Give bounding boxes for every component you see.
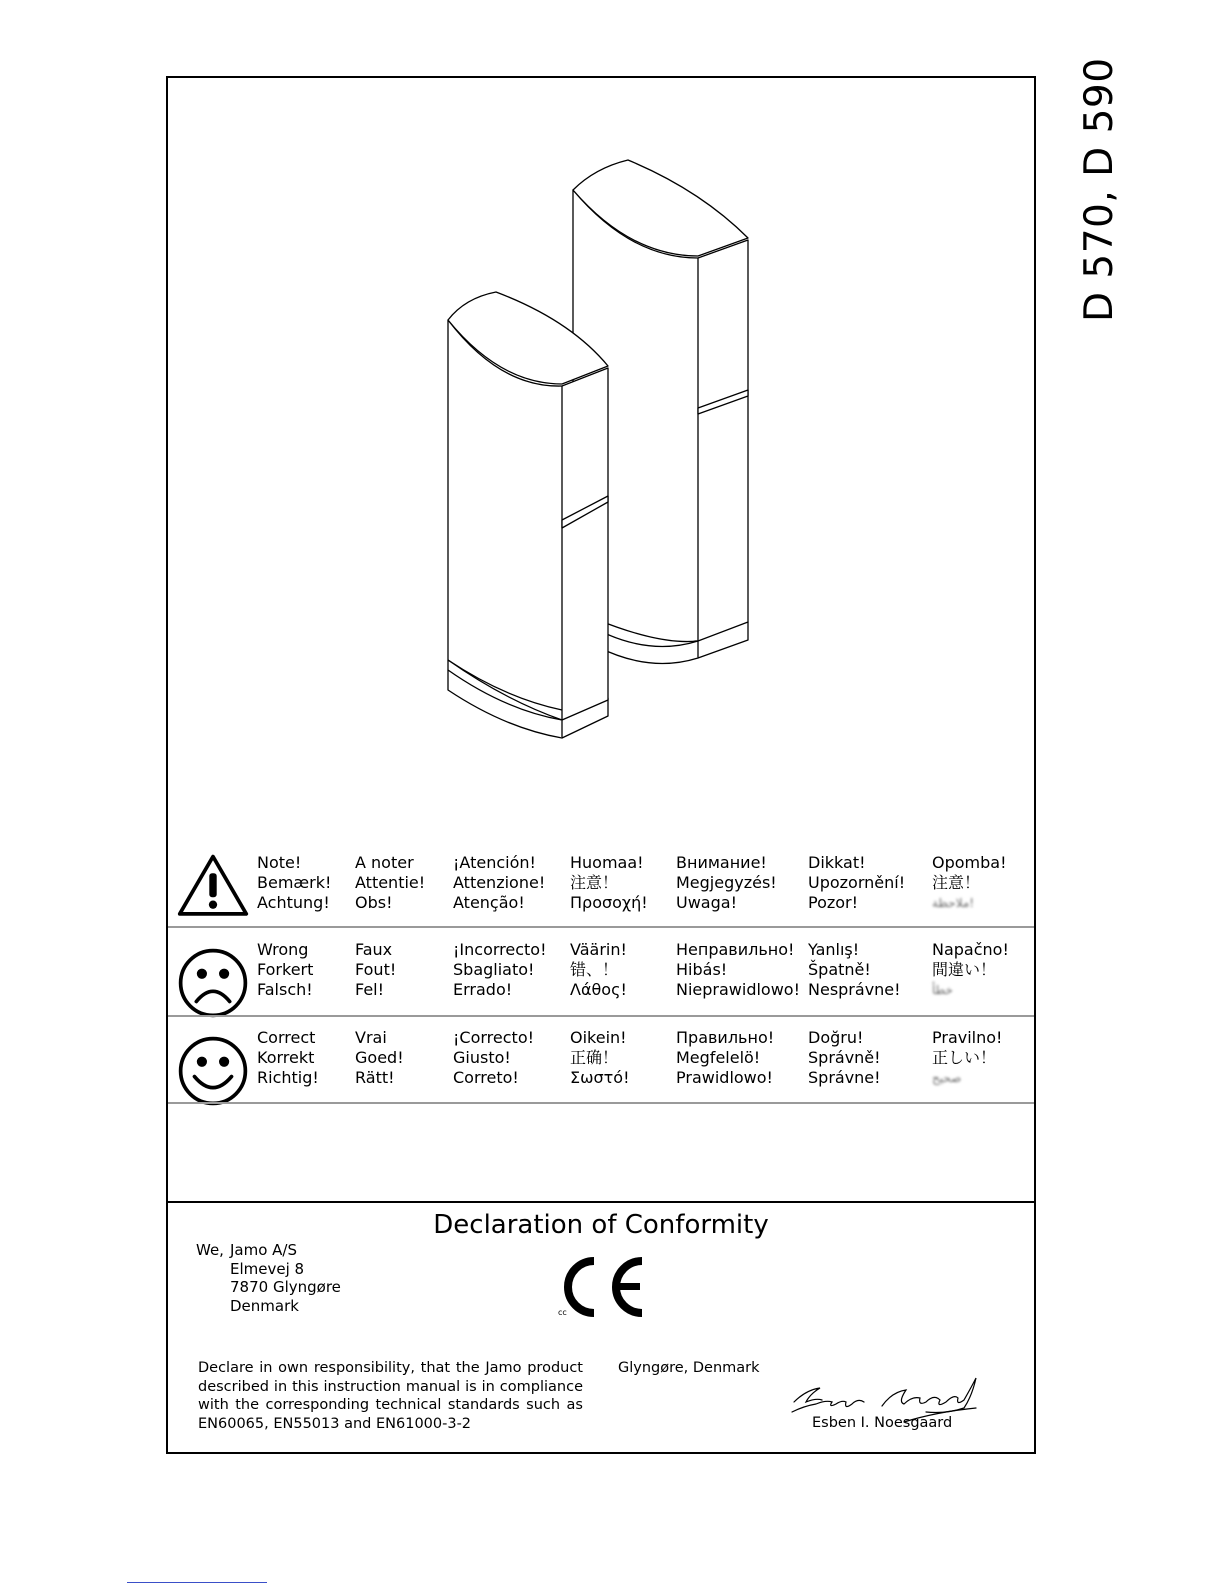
notice-text: 注意！ bbox=[932, 873, 981, 892]
notice-text: Richtig! bbox=[257, 1068, 319, 1087]
notice-text: ملاحظة! bbox=[932, 896, 975, 910]
notice-text: Megfelelö! bbox=[676, 1048, 761, 1067]
notice-text: Giusto! bbox=[453, 1048, 511, 1067]
language-column bbox=[453, 853, 545, 913]
language-column bbox=[808, 1028, 881, 1088]
address-line: Jamo A/S bbox=[230, 1241, 298, 1259]
language-column bbox=[808, 940, 901, 1000]
notice-text: Pozor! bbox=[808, 893, 859, 912]
row-separator bbox=[168, 926, 1034, 928]
language-column bbox=[453, 940, 547, 1000]
language-column bbox=[676, 940, 800, 1000]
notice-text: خطأ bbox=[932, 983, 953, 997]
notice-text: Huomaa! bbox=[570, 853, 644, 872]
language-column bbox=[355, 940, 396, 1000]
notice-text: Oikein! bbox=[570, 1028, 627, 1047]
notice-text: Achtung! bbox=[257, 893, 330, 912]
notice-text: 間違い！ bbox=[932, 960, 997, 979]
declaration-title: Declaration of Conformity bbox=[433, 1210, 769, 1240]
notice-text: Fout! bbox=[355, 960, 397, 979]
short-speaker-drawing bbox=[448, 292, 608, 738]
notice-text: Προσοχή! bbox=[570, 893, 648, 912]
happy-face-icon bbox=[176, 1034, 250, 1108]
notice-text: Attentie! bbox=[355, 873, 426, 892]
language-column bbox=[676, 1028, 774, 1088]
notice-text: Forkert bbox=[257, 960, 314, 979]
language-column bbox=[676, 853, 777, 913]
address-line: 7870 Glyngøre bbox=[230, 1278, 341, 1296]
note-row bbox=[168, 853, 1034, 923]
notice-text: Correct bbox=[257, 1028, 316, 1047]
notice-text: Špatně! bbox=[808, 960, 871, 979]
notice-text: 正确！ bbox=[570, 1048, 619, 1067]
notice-text: Goed! bbox=[355, 1048, 404, 1067]
language-column bbox=[932, 853, 1007, 913]
notice-text: Σωστό! bbox=[570, 1068, 630, 1087]
ce-small-text: cc bbox=[558, 1308, 567, 1317]
speaker-illustration bbox=[430, 150, 770, 750]
notice-text: Prawidlowo! bbox=[676, 1068, 773, 1087]
language-column bbox=[355, 1028, 404, 1088]
notice-text: Внимание! bbox=[676, 853, 767, 872]
language-column bbox=[257, 853, 331, 913]
notice-text: Неправильно! bbox=[676, 940, 795, 959]
language-column bbox=[257, 1028, 319, 1088]
address-line: Elmevej 8 bbox=[230, 1259, 305, 1278]
notice-text: Obs! bbox=[355, 893, 393, 912]
notice-text: Vrai bbox=[355, 1028, 387, 1047]
notice-text: Note! bbox=[257, 853, 302, 872]
sad-face-icon bbox=[176, 946, 250, 1020]
ce-mark-icon bbox=[556, 1255, 648, 1317]
language-column bbox=[932, 940, 1009, 1000]
notice-text: Attenzione! bbox=[453, 873, 546, 892]
notice-text: Wrong bbox=[257, 940, 309, 959]
declaration-divider bbox=[166, 1201, 1036, 1203]
language-column bbox=[932, 1028, 1002, 1088]
notice-text: Hibás! bbox=[676, 960, 728, 979]
address-prefix: We, bbox=[196, 1241, 224, 1259]
signer-name: Esben I. Noesgaard bbox=[812, 1415, 953, 1431]
language-column bbox=[453, 1028, 534, 1088]
language-column bbox=[257, 940, 313, 1000]
language-column bbox=[570, 1028, 629, 1088]
wrong-row bbox=[168, 940, 1034, 1010]
notice-text: Napačno! bbox=[932, 940, 1009, 959]
notice-text: ¡Incorrecto! bbox=[453, 940, 547, 959]
notice-text: Dikkat! bbox=[808, 853, 866, 872]
language-column bbox=[355, 853, 425, 913]
notice-text: 错、！ bbox=[570, 960, 619, 979]
notice-text: Megjegyzés! bbox=[676, 873, 777, 892]
notice-text: Nesprávne! bbox=[808, 980, 901, 999]
notice-text: ¡Correcto! bbox=[453, 1028, 535, 1047]
address-line: Denmark bbox=[230, 1296, 299, 1315]
notice-text: Doğru! bbox=[808, 1028, 864, 1047]
notice-text: ¡Atención! bbox=[453, 853, 536, 872]
notice-text: Rätt! bbox=[355, 1068, 395, 1087]
notice-text: Λάθος! bbox=[570, 980, 627, 999]
notice-text: A noter bbox=[355, 853, 414, 872]
warning-triangle-icon bbox=[176, 851, 250, 925]
footer-link-underline bbox=[127, 1582, 267, 1583]
notice-text: Faux bbox=[355, 940, 393, 959]
notice-text: Fel! bbox=[355, 980, 385, 999]
notice-text: Atenção! bbox=[453, 893, 525, 912]
notice-text: Falsch! bbox=[257, 980, 313, 999]
notice-text: Správne! bbox=[808, 1068, 881, 1087]
notice-text: Sbagliato! bbox=[453, 960, 535, 979]
notice-text: Upozornění! bbox=[808, 873, 906, 892]
declaration-statement: Declare in own responsibility, that the Jamo product described in this instruction manual is in compliance with the corresponding technical standards such as EN60065, EN55013 and EN61000-3-2 bbox=[198, 1360, 583, 1432]
notice-text: Väärin! bbox=[570, 940, 627, 959]
row-separator bbox=[168, 1102, 1034, 1104]
notice-text: Opomba! bbox=[932, 853, 1007, 872]
language-column bbox=[808, 853, 905, 913]
notice-text: Correto! bbox=[453, 1068, 519, 1087]
notice-text: Bemærk! bbox=[257, 873, 332, 892]
notice-text: 正しい！ bbox=[932, 1048, 997, 1067]
notice-text: صحيح bbox=[932, 1071, 962, 1085]
model-title: D 570, D 590 bbox=[1077, 57, 1122, 322]
notice-text: Правильно! bbox=[676, 1028, 775, 1047]
language-column bbox=[570, 940, 627, 1000]
notice-text: 注意！ bbox=[570, 873, 619, 892]
row-separator bbox=[168, 1015, 1034, 1017]
correct-row bbox=[168, 1028, 1034, 1098]
notice-text: Pravilno! bbox=[932, 1028, 1003, 1047]
notice-text: Uwaga! bbox=[676, 893, 737, 912]
notice-text: Yanlış! bbox=[808, 940, 860, 959]
notice-text: Errado! bbox=[453, 980, 513, 999]
language-column bbox=[570, 853, 648, 913]
notice-text: Korrekt bbox=[257, 1048, 315, 1067]
notice-text: Správně! bbox=[808, 1048, 881, 1067]
declaration-place: Glyngøre, Denmark bbox=[618, 1360, 760, 1376]
notice-text: Nieprawidlowo! bbox=[676, 980, 801, 999]
